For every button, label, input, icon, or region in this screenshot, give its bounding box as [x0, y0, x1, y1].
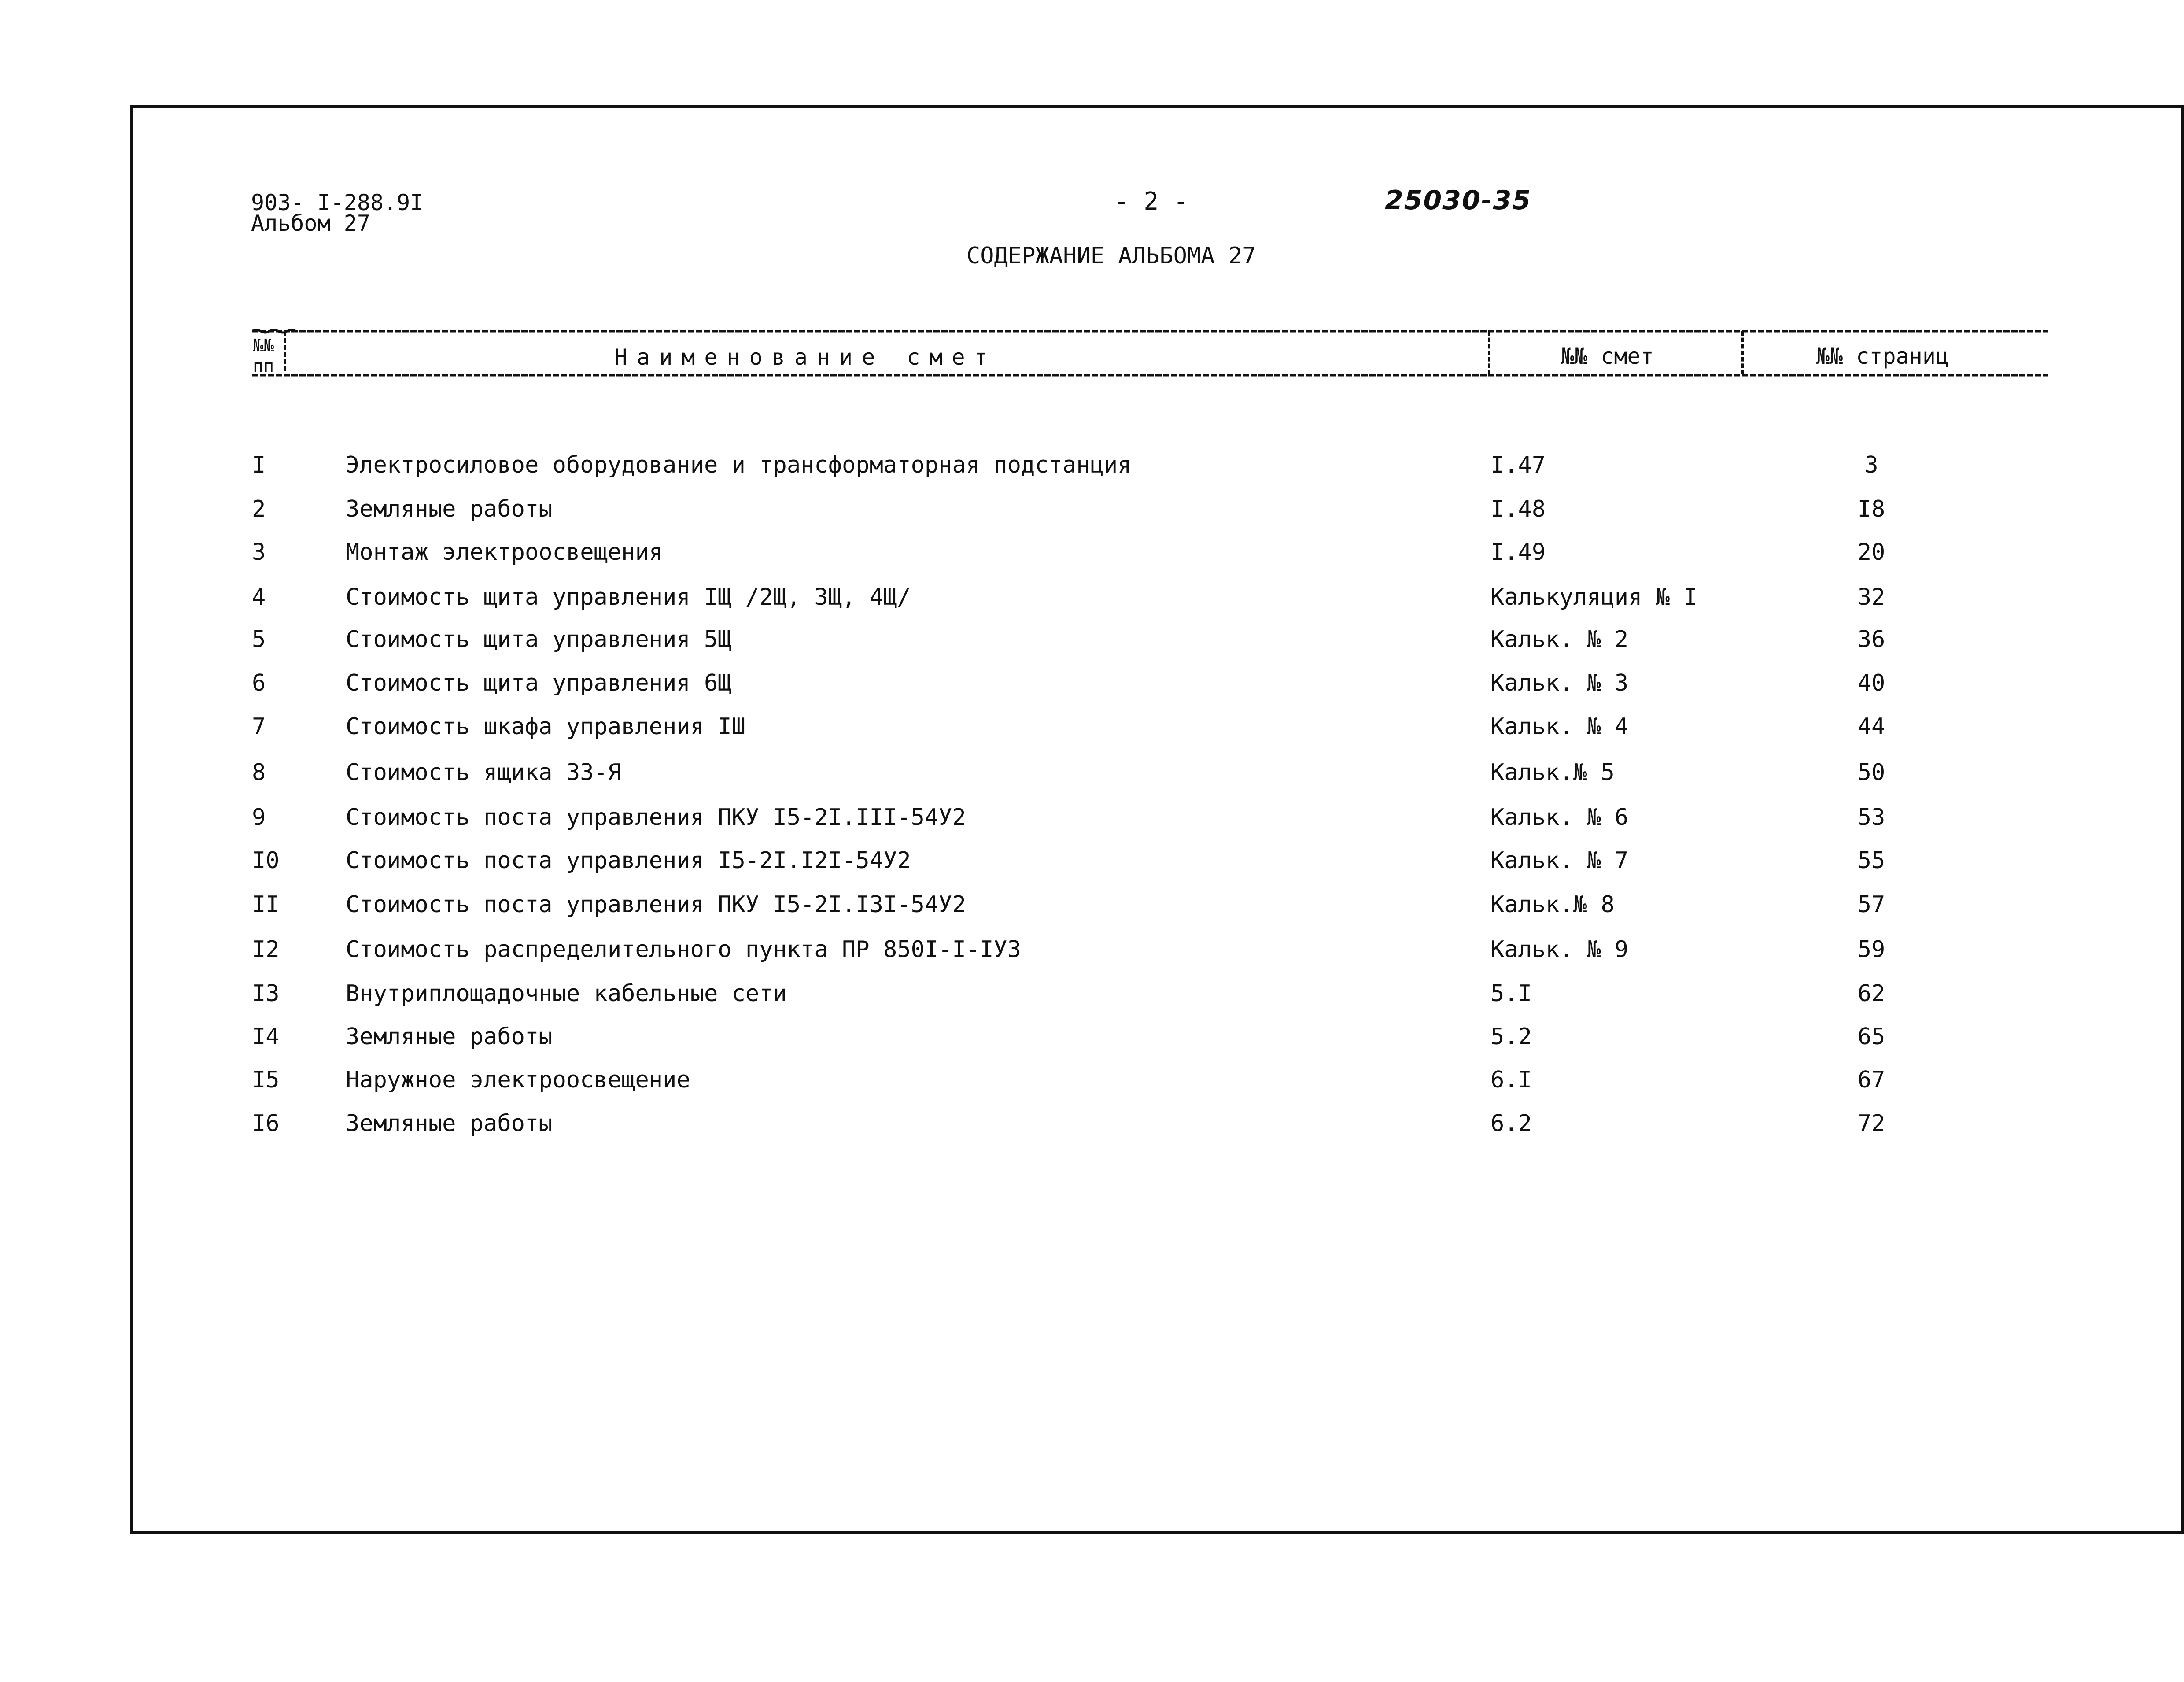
- row-page: 40: [1857, 670, 1885, 696]
- header-num-line1: №№: [253, 336, 274, 356]
- table-row: [0, 498, 2184, 533]
- header-separator-num: [284, 331, 286, 371]
- row-number: 7: [252, 713, 266, 740]
- row-page: 59: [1857, 936, 1885, 963]
- header-pages: №№ страниц: [1816, 344, 1949, 369]
- row-name: Стоимость щита управления IЩ /2Щ, 3Щ, 4Щ/: [346, 584, 911, 610]
- row-name: Наружное электроосвещение: [346, 1067, 690, 1093]
- row-page: I8: [1857, 496, 1885, 522]
- row-estimate: I.48: [1490, 496, 1546, 522]
- row-estimate: 6.I: [1490, 1067, 1532, 1093]
- row-estimate: Кальк.№ 8: [1490, 891, 1615, 918]
- header-name: Наименование смет: [614, 344, 997, 370]
- row-page: 62: [1857, 980, 1885, 1007]
- header-num-line2: пп: [253, 356, 274, 377]
- table-row: [0, 672, 2184, 707]
- row-page: 44: [1857, 713, 1885, 740]
- table-row: [0, 1068, 2184, 1104]
- row-estimate: I.47: [1490, 452, 1546, 478]
- row-number: 8: [252, 759, 266, 786]
- row-name: Земляные работы: [346, 496, 553, 522]
- row-number: 2: [252, 496, 266, 522]
- table-row: [0, 761, 2184, 796]
- row-estimate: 5.I: [1490, 980, 1532, 1007]
- table-row: [0, 1025, 2184, 1061]
- row-name: Электросиловое оборудование и трансформаторная подстанция: [346, 452, 1132, 478]
- row-name: Стоимость ящика 33-Я: [346, 759, 622, 786]
- row-number: 4: [252, 584, 266, 610]
- table-row: [0, 628, 2184, 663]
- table-header-bottom-rule: [252, 372, 2048, 378]
- row-name: Земляные работы: [346, 1110, 553, 1137]
- header-separator-pages: [1741, 331, 1744, 374]
- row-estimate: 5.2: [1490, 1024, 1532, 1050]
- row-name: Земляные работы: [346, 1024, 553, 1050]
- row-number: 3: [252, 539, 266, 566]
- row-estimate: Кальк. № 6: [1490, 804, 1629, 831]
- row-number: 9: [252, 804, 266, 831]
- row-number: I0: [252, 847, 280, 874]
- row-page: 67: [1857, 1067, 1885, 1093]
- row-estimate: I.49: [1490, 539, 1546, 566]
- row-number: I5: [252, 1067, 280, 1093]
- document-code: 903- I-288.9I: [251, 190, 424, 215]
- table-row: [0, 938, 2184, 973]
- row-estimate: Кальк. № 9: [1490, 936, 1629, 963]
- row-name: Стоимость щита управления 5Щ: [346, 626, 732, 653]
- row-name: Стоимость шкафа управления IШ: [346, 713, 745, 740]
- table-header-top-rule: [252, 328, 2048, 334]
- album-label: Альбом 27: [251, 211, 370, 236]
- row-number: I6: [252, 1110, 280, 1137]
- table-row: [0, 454, 2184, 489]
- row-estimate: Кальк.№ 5: [1490, 759, 1615, 786]
- row-page: 53: [1857, 804, 1885, 831]
- row-estimate: Калькуляция № I: [1490, 584, 1697, 610]
- row-name: Стоимость поста управления I5-2I.I2I-54У2: [346, 847, 911, 874]
- row-page: 50: [1857, 759, 1885, 786]
- row-number: I4: [252, 1024, 280, 1050]
- table-row: [0, 806, 2184, 841]
- table-row: [0, 893, 2184, 928]
- row-number: I: [252, 452, 266, 478]
- row-estimate: Кальк. № 2: [1490, 626, 1629, 653]
- table-row: [0, 1112, 2184, 1147]
- row-page: 36: [1857, 626, 1885, 653]
- handwritten-stamp: 25030-35: [1385, 185, 1532, 216]
- row-page: 72: [1857, 1110, 1885, 1137]
- table-row: [0, 982, 2184, 1017]
- header-estimate-number: №№ смет: [1561, 344, 1654, 369]
- row-page: 55: [1857, 847, 1885, 874]
- row-name: Внутриплощадочные кабельные сети: [346, 980, 787, 1007]
- page-number: - 2 -: [1114, 187, 1188, 216]
- table-row: [0, 541, 2184, 576]
- row-page: 20: [1857, 539, 1885, 566]
- row-estimate: Кальк. № 7: [1490, 847, 1629, 874]
- row-name: Монтаж электроосвещения: [346, 539, 663, 566]
- row-page: 32: [1857, 584, 1885, 610]
- row-number: II: [252, 891, 280, 918]
- row-estimate: Кальк. № 3: [1490, 670, 1629, 696]
- row-estimate: 6.2: [1490, 1110, 1532, 1137]
- row-number: I2: [252, 936, 280, 963]
- table-row: [0, 586, 2184, 621]
- row-page: 65: [1857, 1024, 1885, 1050]
- row-name: Стоимость поста управления ПКУ I5-2I.I3I-54У2: [346, 891, 966, 918]
- table-row: [0, 715, 2184, 750]
- row-estimate: Кальк. № 4: [1490, 713, 1629, 740]
- header-separator-estimate: [1488, 331, 1490, 374]
- row-name: Стоимость щита управления 6Щ: [346, 670, 732, 696]
- row-number: 6: [252, 670, 266, 696]
- row-number: 5: [252, 626, 266, 653]
- row-name: Стоимость распределительного пункта ПР 850I-I-IУ3: [346, 936, 1022, 963]
- row-number: I3: [252, 980, 280, 1007]
- row-name: Стоимость поста управления ПКУ I5-2I.III-54У2: [346, 804, 966, 831]
- row-page: 57: [1857, 891, 1885, 918]
- row-page: 3: [1864, 452, 1878, 478]
- page-title: СОДЕРЖАНИЕ АЛЬБОМА 27: [967, 243, 1256, 269]
- table-row: [0, 849, 2184, 884]
